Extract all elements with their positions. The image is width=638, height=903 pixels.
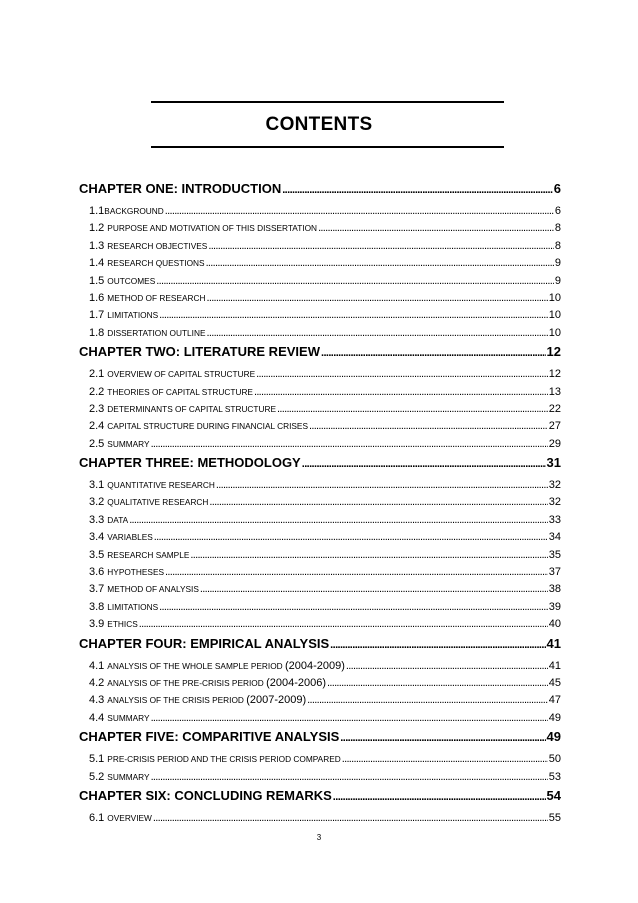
toc-section-entry[interactable] [79,273,561,290]
section-title-wrap [107,220,317,237]
dot-leader [216,477,548,494]
dot-leader [346,658,548,675]
section-number: 1.6 [89,291,105,304]
section-list [79,203,561,342]
section-page-number: 22 [548,402,561,415]
section-number: 2.1 [89,368,105,381]
section-number: 3.8 [89,600,105,613]
section-title: RESEARCH SAMPLE [107,549,190,560]
section-page-number: 32 [548,496,561,509]
toc-chapter-entry[interactable] [79,636,561,652]
section-title-wrap [107,290,205,307]
dot-leader [156,273,554,290]
section-title: THEORIES OF CAPITAL STRUCTURE [107,386,253,397]
section-page-number: 39 [548,600,561,613]
toc-section-entry[interactable] [79,547,561,564]
dot-leader [327,675,548,692]
section-title-wrap [107,273,155,290]
section-title: ANALYSIS OF THE PRE-CRISIS PERIOD [107,677,264,688]
section-page-number: 49 [548,711,561,724]
section-page-number: 41 [548,659,561,672]
toc-section-entry[interactable] [79,616,561,633]
section-number: 3.2 [89,496,105,509]
dot-leader [307,692,548,709]
section-title: ETHICS [107,619,138,630]
section-list [79,751,561,786]
toc-section-entry[interactable] [79,581,561,598]
section-page-number: 37 [548,566,561,579]
section-number: 4.3 [89,694,105,707]
section-page-number: 10 [548,291,561,304]
section-title: PURPOSE AND MOTIVATION OF THIS DISSERTATION [107,223,318,234]
section-title-wrap [107,710,149,727]
chapter-title: CHAPTER FIVE: COMPARITIVE ANALYSIS [79,729,340,745]
dot-leader [159,599,548,616]
section-title: ANALYSIS OF THE WHOLE SAMPLE PERIOD [107,660,283,671]
section-page-number: 6 [554,205,561,217]
title-rule-bottom [151,146,504,148]
section-title-wrap [107,564,164,581]
section-title-wrap [107,581,199,598]
dot-leader [151,436,548,453]
section-list [79,810,561,827]
section-title: RESEARCH QUESTIONS [107,258,205,269]
section-title-wrap [107,616,137,633]
dot-leader [154,529,548,546]
dot-leader [309,418,548,435]
section-title: HYPOTHESES [107,567,165,578]
section-number: 3.7 [89,583,105,596]
toc-section-entry[interactable] [79,599,561,616]
dot-leader [209,494,547,511]
section-title: SUMMARY [107,771,150,782]
section-title: LIMITATIONS [107,601,159,612]
section-period: (2004-2006) [266,676,326,689]
section-title-wrap [107,366,255,383]
toc-section-entry[interactable] [79,418,561,435]
dot-leader [139,616,548,633]
section-number: 4.2 [89,676,105,689]
section-title: VARIABLES [107,532,153,543]
section-number: 1.7 [89,309,105,322]
section-title: CAPITAL STRUCTURE DURING FINANCIAL CRISES [107,421,308,432]
section-page-number: 40 [548,618,561,631]
section-page-number: 45 [548,676,561,689]
section-number: 3.9 [89,618,105,631]
toc-section-entry[interactable] [79,564,561,581]
chapter-page-number: 49 [546,729,561,745]
toc-section-entry[interactable] [79,529,561,546]
section-title-wrap [107,769,149,786]
dot-leader [277,401,548,418]
chapter-title: CHAPTER THREE: METHODOLOGY [79,455,301,471]
toc-chapter-entry[interactable] [79,455,561,471]
section-page-number: 35 [548,548,561,561]
contents-title: CONTENTS [265,114,373,135]
section-page-number: 9 [554,257,561,270]
section-page-number: 13 [548,385,561,398]
section-list [79,366,561,453]
toc-section-entry[interactable] [79,710,561,727]
section-number: 3.1 [89,479,105,492]
section-title: DISSERTATION OUTLINE [107,327,206,338]
section-title: OUTCOMES [107,275,156,286]
chapter-title: CHAPTER FOUR: EMPIRICAL ANALYSIS [79,635,330,651]
section-title: SUMMARY [107,438,150,449]
section-page-number: 55 [548,811,561,824]
dot-leader [151,710,548,727]
toc-section-entry[interactable] [79,769,561,786]
section-page-number: 47 [548,694,561,707]
section-title: RESEARCH OBJECTIVES [107,240,208,251]
section-title: BACKGROUND [104,206,164,216]
section-title-wrap [107,547,189,564]
section-page-number: 29 [548,437,561,450]
chapter-title: CHAPTER TWO: LITERATURE REVIEW [79,344,320,360]
section-title: METHOD OF ANALYSIS [107,584,199,595]
section-number: 5.1 [89,753,105,766]
section-page-number: 10 [548,326,561,339]
toc-section-entry[interactable] [79,477,561,494]
dot-leader [165,564,548,581]
section-period: (2007-2009) [246,694,307,707]
section-number: 1.3 [89,239,105,252]
section-title-wrap [107,658,345,675]
toc-section-entry[interactable] [79,692,561,709]
chapter-page-number: 54 [546,787,561,803]
section-title: QUALITATIVE RESEARCH [107,497,209,508]
toc-section-entry[interactable] [79,494,561,511]
section-title-wrap [107,436,149,453]
section-title-wrap [107,529,153,546]
section-number: 2.5 [89,437,105,450]
section-title-wrap [107,810,152,827]
section-title-wrap [107,751,340,768]
section-number: 6.1 [89,811,105,824]
toc-section-entry[interactable] [79,401,561,418]
section-period: (2004-2009) [284,659,345,672]
section-title: METHOD OF RESEARCH [107,292,206,303]
chapter-page-number: 31 [546,455,561,471]
section-number: 1.5 [89,274,105,287]
toc-section-entry[interactable] [79,675,561,692]
section-page-number: 12 [548,368,561,381]
section-number: 3.6 [89,566,105,579]
toc-section-entry[interactable] [79,307,561,324]
section-title-wrap [107,384,253,401]
toc-section-entry[interactable] [79,436,561,453]
section-number: 1.2 [89,222,105,235]
section-title: OVERVIEW [107,812,152,823]
dot-leader [321,345,546,361]
dot-leader [318,220,554,237]
section-title: OVERVIEW OF CAPITAL STRUCTURE [107,369,256,380]
toc-section-entry[interactable] [79,238,561,255]
section-list [79,477,561,634]
dot-leader [256,366,548,383]
dot-leader [129,512,548,529]
toc-chapter-entry[interactable] [79,729,561,745]
toc-section-entry[interactable] [79,255,561,272]
dot-leader [342,751,548,768]
toc-section-entry[interactable] [79,325,561,342]
section-number: 2.3 [89,402,105,415]
toc-section-entry[interactable] [79,203,561,220]
dot-leader [190,547,547,564]
dot-leader [333,789,546,805]
table-of-contents [79,181,561,829]
toc-section-entry[interactable] [79,220,561,237]
section-title: DETERMINANTS OF CAPITAL STRUCTURE [107,403,277,414]
dot-leader [151,769,548,786]
section-title-wrap [107,401,276,418]
section-number: 3.4 [89,531,105,544]
section-title: PRE-CRISIS PERIOD AND THE CRISIS PERIOD COMPARED [107,754,341,765]
section-number: 1.8 [89,326,105,339]
section-title-wrap [107,418,308,435]
chapter-page-number: 41 [546,635,561,651]
section-number: 3.3 [89,513,105,526]
section-title-wrap [107,238,207,255]
section-number: 2.2 [89,385,105,398]
chapter-page-number: 6 [553,181,561,196]
dot-leader [282,182,553,198]
section-page-number: 8 [554,239,561,252]
chapter-title: CHAPTER SIX: CONCLUDING REMARKS [79,787,332,803]
section-title-wrap [107,599,158,616]
section-title-wrap [107,255,204,272]
toc-section-entry[interactable] [79,751,561,768]
dot-leader [165,203,554,220]
section-title-wrap [107,692,306,709]
section-number: 4.1 [89,659,105,672]
section-page-number: 10 [548,309,561,322]
dot-leader [200,581,548,598]
section-title-wrap [107,494,208,511]
section-title: SUMMARY [107,712,150,723]
toc-chapter-entry[interactable] [79,181,561,197]
section-title: DATA [107,514,129,525]
section-title-wrap [107,325,205,342]
dot-leader [208,238,554,255]
toc-chapter-entry[interactable] [79,788,561,804]
toc-section-entry[interactable] [79,658,561,675]
section-title-wrap [107,477,215,494]
toc-section-entry[interactable] [79,366,561,383]
page-number: 3 [316,833,322,842]
dot-leader [206,255,554,272]
toc-section-entry[interactable] [79,290,561,307]
toc-section-entry[interactable] [79,384,561,401]
dot-leader [340,730,545,746]
section-page-number: 53 [548,770,561,783]
section-page-number: 38 [548,583,561,596]
section-page-number: 32 [548,479,561,492]
section-title: ANALYSIS OF THE CRISIS PERIOD [107,695,244,706]
section-title-wrap [107,307,158,324]
section-title-wrap [107,675,326,692]
section-title: LIMITATIONS [107,310,159,321]
dot-leader [254,384,548,401]
section-page-number: 34 [548,531,561,544]
chapter-page-number: 12 [546,344,561,360]
title-rule-top [151,101,504,103]
dot-leader [330,637,545,653]
section-title: QUANTITATIVE RESEARCH [107,480,215,491]
dot-leader [302,456,546,472]
dot-leader [207,325,548,342]
section-page-number: 27 [548,420,561,433]
chapter-title: CHAPTER ONE: INTRODUCTION [79,181,282,196]
section-number: 3.5 [89,548,105,561]
dot-leader [206,290,547,307]
section-page-number: 33 [548,513,561,526]
toc-section-entry[interactable] [79,810,561,827]
section-page-number: 8 [554,222,561,235]
section-number: 5.2 [89,770,105,783]
section-page-number: 50 [548,753,561,766]
dot-leader [159,307,548,324]
section-page-number: 9 [554,274,561,287]
section-number: 1.4 [89,257,105,270]
section-number: 4.4 [89,711,105,724]
section-number: 2.4 [89,420,105,433]
section-title-wrap [104,203,163,220]
section-number: 1.1 [89,205,105,217]
toc-chapter-entry[interactable] [79,344,561,360]
toc-section-entry[interactable] [79,512,561,529]
section-title-wrap [107,512,128,529]
dot-leader [153,810,548,827]
section-list [79,658,561,728]
